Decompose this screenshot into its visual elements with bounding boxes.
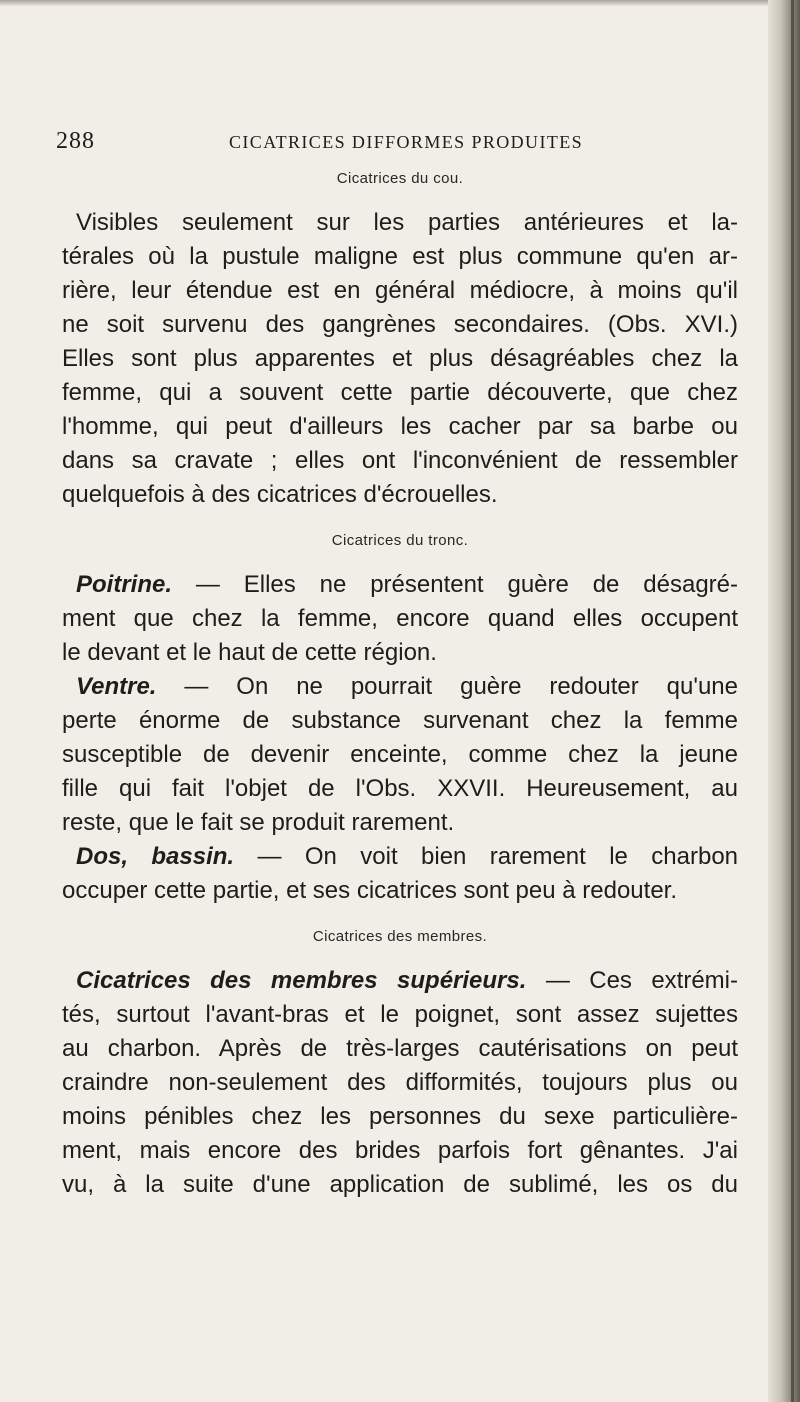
paragraph-poitrine-first-line bbox=[62, 568, 738, 602]
lead-membres-superieurs: Cicatrices des membres supérieurs. bbox=[76, 967, 527, 994]
running-head: CICATRICES DIFFORMES PRODUITES bbox=[229, 132, 584, 152]
text-line: quelquefois à des cicatrices d'écrouelles. bbox=[62, 481, 498, 508]
page-binding-edge bbox=[768, 0, 800, 1402]
text-line: tés, surtout l'avant-bras et le poignet, sont assez sujettes bbox=[62, 1001, 738, 1028]
text-line: térales où la pustule maligne est plus commune qu'en ar- bbox=[62, 243, 738, 270]
text-line: ment que chez la femme, encore quand elles occupent bbox=[62, 605, 738, 632]
lead-ventre: Ventre. bbox=[76, 673, 157, 700]
text-line: occuper cette partie, et ses cicatrices sont peu à redouter. bbox=[62, 877, 677, 904]
section-title-cou: Cicatrices du cou. bbox=[336, 170, 464, 187]
text-line: femme, qui a souvent cette partie découverte, que chez bbox=[62, 379, 738, 406]
lead-dos-bassin: Dos, bassin. bbox=[76, 843, 235, 870]
page-binding-line bbox=[791, 0, 794, 1402]
text-line: ment, mais encore des brides parfois fort gênantes. J'ai bbox=[62, 1137, 738, 1164]
text-line: rière, leur étendue est en général médiocre, à moins qu'il bbox=[62, 277, 738, 304]
text-line: Elles sont plus apparentes et plus désagréables chez la bbox=[62, 345, 738, 372]
text-line: reste, que le fait se produit rarement. bbox=[62, 809, 455, 836]
text-line: moins pénibles chez les personnes du sexe particulière- bbox=[62, 1103, 738, 1130]
text-line: au charbon. Après de très-larges cautérisations on peut bbox=[62, 1035, 738, 1062]
text-line: perte énorme de substance survenant chez la femme bbox=[62, 707, 738, 734]
page-header bbox=[0, 128, 800, 160]
text-line: vu, à la suite d'une application de sublimé, les os du bbox=[62, 1171, 738, 1198]
text-segment: — On voit bien rarement le charbon bbox=[234, 843, 739, 870]
text-line: l'homme, qui peut d'ailleurs les cacher par sa barbe ou bbox=[62, 413, 738, 440]
text-line: dans sa cravate ; elles ont l'inconvénient de ressembler bbox=[62, 447, 738, 474]
text-line: Visibles seulement sur les parties antérieures et la- bbox=[76, 209, 738, 236]
text-line: ne soit survenu des gangrènes secondaires. (Obs. XVI.) bbox=[62, 311, 738, 338]
text-segment: — Elles ne présentent guère de désagré- bbox=[172, 571, 738, 598]
text-segment: — Ces extrémi- bbox=[526, 967, 738, 994]
paragraph-dos-first-line bbox=[62, 840, 738, 874]
text-segment: — On ne pourrait guère redouter qu'une bbox=[156, 673, 738, 700]
text-line: fille qui fait l'objet de l'Obs. XXVII. Heureusement, au bbox=[62, 775, 738, 802]
text-line: susceptible de devenir enceinte, comme chez la jeune bbox=[62, 741, 738, 768]
section-title-tronc: Cicatrices du tronc. bbox=[331, 532, 469, 549]
paragraph-membres-first-line bbox=[62, 964, 738, 998]
text-line: craindre non-seulement des difformités, toujours plus ou bbox=[62, 1069, 738, 1096]
lead-poitrine: Poitrine. bbox=[76, 571, 173, 598]
page-top-edge bbox=[0, 0, 800, 6]
text-line: le devant et le haut de cette région. bbox=[62, 639, 437, 666]
page-number: 288 bbox=[56, 128, 95, 154]
paragraph-ventre-first-line bbox=[62, 670, 738, 704]
section-title-membres: Cicatrices des membres. bbox=[312, 928, 488, 945]
